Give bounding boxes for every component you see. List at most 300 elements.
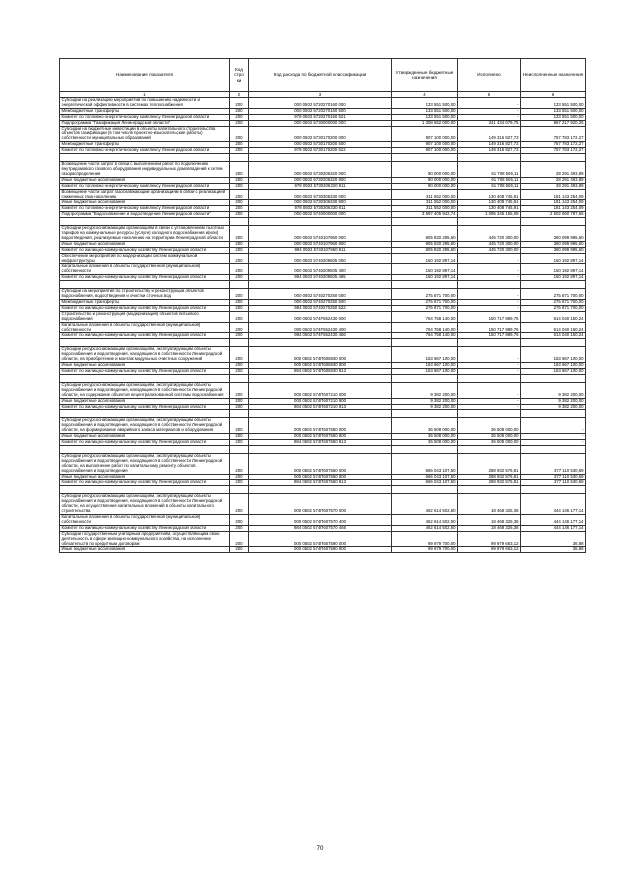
row-name: Субсидии ресурсоснабжающим организациям, эксплуатирующим объекты водоснабжения и водоотведения, находящиеся в собственности Ленинградской области, на приобретение и монтаж модульных очистных сооружений [60, 347, 230, 363]
spacer-cell [392, 218, 458, 226]
spacer-cell [230, 486, 249, 494]
row-executed: - [458, 363, 521, 369]
spacer-row [60, 154, 586, 162]
row-executed: - [458, 108, 521, 114]
row-approved: 163 667 100,00 [392, 368, 458, 374]
row-approved: 9 382 200,00 [392, 404, 458, 410]
row-approved: 275 871 700,00 [392, 289, 458, 300]
page-number: 70 [316, 845, 324, 852]
row-kbk: 000 0502 5740000000 000 [249, 212, 392, 218]
row-line-code: 200 [230, 440, 249, 446]
row-unexecuted: 28 291 493,89 [521, 162, 586, 178]
row-kbk: 984 0502 574П607550 813 [249, 440, 392, 446]
row-line-code: 200 [230, 148, 249, 154]
row-executed: 150 717 989,76 [458, 311, 521, 322]
row-executed: - [458, 253, 521, 264]
spacer-cell [392, 374, 458, 382]
row-name: Иные бюджетные ассигнования [60, 547, 230, 553]
row-approved: 150 192 897,14 [392, 253, 458, 264]
row-approved: 666 043 107,50 [392, 474, 458, 480]
row-unexecuted: 181 143 254,09 [521, 189, 586, 200]
row-executed: 150 717 989,76 [458, 322, 521, 333]
column-number: 2 [230, 92, 249, 98]
row-approved: 907 100 000,00 [392, 142, 458, 148]
row-unexecuted: 614 040 150,24 [521, 322, 586, 333]
row-approved: 275 871 700,00 [392, 300, 458, 306]
row-line-code: 200 [230, 398, 249, 404]
row-unexecuted: 181 143 254,09 [521, 200, 586, 206]
row-kbk: 000 0502 574П607210 000 [249, 382, 392, 398]
row-name: Субсидии ресурсоснабжающим организациям в связи с установлением льготных тарифов на коммунальные ресурсы (услуги) холодного водоснабжения и(или) водоотведения, реализуемые населению на территории Ленинградской области [60, 226, 230, 242]
spacer-cell [392, 410, 458, 418]
row-approved: 907 100 000,00 [392, 148, 458, 154]
row-executed: - [458, 398, 521, 404]
row-unexecuted: 614 040 150,24 [521, 311, 586, 322]
header-row [60, 59, 586, 92]
row-approved: 666 043 107,50 [392, 480, 458, 486]
spacer-cell [521, 154, 586, 162]
row-unexecuted: 163 667 100,00 [521, 368, 586, 374]
table-row [60, 418, 586, 434]
row-name: Иные бюджетные ассигнования [60, 398, 230, 404]
header-kbk: Код расхода по бюджетной классификации [249, 59, 392, 92]
row-approved: 150 192 897,14 [392, 264, 458, 275]
table-row [60, 322, 586, 333]
row-kbk: 000 0502 574П607560 000 [249, 453, 392, 474]
row-line-code: 200 [230, 382, 249, 398]
row-approved: 90 000 000,00 [392, 162, 458, 178]
row-unexecuted: 444 146 177,14 [521, 525, 586, 531]
row-executed: - [458, 347, 521, 363]
row-executed: - [458, 264, 521, 275]
header-line-code: Код стро ки [230, 59, 249, 92]
row-unexecuted: 163 667 100,00 [521, 347, 586, 363]
row-approved: 764 758 140,00 [392, 333, 458, 339]
row-kbk: 000 0502 574П606830 800 [249, 363, 392, 369]
row-approved: 9 382 200,00 [392, 382, 458, 398]
row-approved: 666 043 107,50 [392, 453, 458, 474]
table-row [60, 162, 586, 178]
row-approved: 764 758 140,00 [392, 311, 458, 322]
row-executed: 36 508 000,00 [458, 440, 521, 446]
row-line-code: 200 [230, 525, 249, 531]
spacer-cell [392, 486, 458, 494]
row-approved: 163 667 100,00 [392, 363, 458, 369]
row-kbk: 000 0502 5730306330 800 [249, 200, 392, 206]
spacer-cell [249, 486, 392, 494]
row-line-code: 200 [230, 226, 249, 242]
row-executed: 36 508 000,00 [458, 418, 521, 434]
row-line-code: 200 [230, 322, 249, 333]
spacer-cell [60, 154, 230, 162]
spacer-cell [458, 218, 521, 226]
table-row [60, 289, 586, 300]
table-row [60, 333, 586, 339]
row-line-code: 200 [230, 114, 249, 120]
row-approved: 3 597 405 942,74 [392, 212, 458, 218]
spacer-row [60, 339, 586, 347]
row-line-code: 200 [230, 126, 249, 142]
row-approved: 133 551 500,00 [392, 114, 458, 120]
row-kbk: 000 0502 574F552430 000 [249, 311, 392, 322]
row-kbk: 000 0502 5740209505 400 [249, 264, 392, 275]
table-row [60, 440, 586, 446]
row-unexecuted: 757 783 172,27 [521, 126, 586, 142]
row-approved: 36 508 000,00 [392, 418, 458, 434]
row-executed: 150 717 989,76 [458, 333, 521, 339]
row-executed: 288 932 576,81 [458, 480, 521, 486]
row-name: Комитет по жилищно-коммунальному хозяйству Ленинградской области [60, 305, 230, 311]
row-unexecuted: 360 099 995,60 [521, 247, 586, 253]
row-approved: 1 308 652 000,00 [392, 120, 458, 126]
row-name: Комитет по жилищно-коммунальному хозяйству Ленинградской области [60, 440, 230, 446]
row-line-code: 200 [230, 434, 249, 440]
row-name: Субсидии ресурсоснабжающим организациям, эксплуатирующим объекты водоснабжения и водоотведения, находящиеся в собственности Ленинградской области, на осуществление капитальных вложений в объекты капитального строительства [60, 494, 230, 515]
row-executed: - [458, 300, 521, 306]
row-line-code: 200 [230, 183, 249, 189]
spacer-cell [392, 445, 458, 453]
row-kbk: 000 0502 5740270250 500 [249, 300, 392, 306]
spacer-cell [458, 339, 521, 347]
row-line-code: 200 [230, 300, 249, 306]
spacer-cell [249, 154, 392, 162]
row-approved: 99 979 700,00 [392, 547, 458, 553]
row-executed: 149 316 827,73 [458, 126, 521, 142]
row-name: Межбюджетные трансферты [60, 300, 230, 306]
row-name: Комитет по жилищно-коммунальному хозяйству Ленинградской области [60, 275, 230, 281]
table-row [60, 515, 586, 526]
row-line-code: 200 [230, 200, 249, 206]
row-name: Комитет по топливно-энергетическому комплексу Ленинградской области [60, 148, 230, 154]
spacer-cell [230, 445, 249, 453]
row-executed: 445 720 300,00 [458, 247, 521, 253]
row-line-code: 200 [230, 404, 249, 410]
row-name: Строительство и реконструкция (модернизация) объектов питьевого водоснабжения [60, 311, 230, 322]
row-kbk: 000 0502 5730170200 000 [249, 126, 392, 142]
table-row [60, 347, 586, 363]
table-row [60, 264, 586, 275]
spacer-cell [521, 218, 586, 226]
spacer-cell [249, 445, 392, 453]
row-unexecuted: 163 667 100,00 [521, 363, 586, 369]
spacer-row [60, 281, 586, 289]
row-kbk: 984 0502 5740270250 522 [249, 305, 392, 311]
row-kbk: 000 0502 5720270160 000 [249, 98, 392, 109]
table-row [60, 183, 586, 189]
row-kbk: 000 0502 5730206320 000 [249, 162, 392, 178]
row-kbk: 000 0502 574П606830 000 [249, 347, 392, 363]
row-executed: 149 316 827,73 [458, 142, 521, 148]
table-row [60, 480, 586, 486]
table-body [60, 98, 586, 553]
row-unexecuted: 967 217 920,25 [521, 120, 586, 126]
spacer-cell [60, 339, 230, 347]
row-approved: 462 614 502,50 [392, 494, 458, 515]
row-name: Комитет по жилищно-коммунальному хозяйству Ленинградской области [60, 247, 230, 253]
row-line-code: 200 [230, 418, 249, 434]
row-executed: 130 408 745,91 [458, 200, 521, 206]
table-row [60, 253, 586, 264]
row-line-code: 200 [230, 311, 249, 322]
row-name: Возмещение части затрат в связи с выполнением работ по подключению внутридомового газового оборудования индивидуальных домовладений к сетям газораспределения [60, 162, 230, 178]
spacer-cell [521, 445, 586, 453]
row-approved: 311 552 000,00 [392, 200, 458, 206]
table-row [60, 189, 586, 200]
row-kbk: 000 0502 5740209505 000 [249, 253, 392, 264]
row-approved: 9 382 200,00 [392, 398, 458, 404]
row-line-code: 200 [230, 189, 249, 200]
table-row [60, 247, 586, 253]
spacer-row [60, 374, 586, 382]
row-unexecuted: 133 551 500,00 [521, 108, 586, 114]
row-name: Субсидии государственным унитарным предприятиям, осуществляющим свою деятельность в сфере жилищно-коммунального хозяйства, на исполнение обязательств по кредитным договорам [60, 531, 230, 547]
row-executed: 99 979 663,12 [458, 531, 521, 547]
row-unexecuted: 9 382 200,00 [521, 398, 586, 404]
spacer-cell [249, 281, 392, 289]
row-line-code: 200 [230, 515, 249, 526]
row-kbk: 000 0502 574П607550 000 [249, 418, 392, 434]
spacer-cell [458, 154, 521, 162]
row-line-code: 200 [230, 474, 249, 480]
row-line-code: 200 [230, 480, 249, 486]
row-kbk: 978 0502 5730206320 811 [249, 183, 392, 189]
row-name: Комитет по жилищно-коммунальному хозяйству Ленинградской области [60, 525, 230, 531]
row-name: Иные бюджетные ассигнования [60, 474, 230, 480]
table-row [60, 212, 586, 218]
row-name: Иные бюджетные ассигнования [60, 200, 230, 206]
row-kbk: 000 0502 5730000000 000 [249, 120, 392, 126]
row-kbk: 978 0502 5720270160 521 [249, 114, 392, 120]
row-executed: - [458, 289, 521, 300]
row-unexecuted: 444 146 177,14 [521, 494, 586, 515]
spacer-cell [230, 281, 249, 289]
table-row [60, 120, 586, 126]
row-kbk: 984 0502 5740107960 811 [249, 247, 392, 253]
spacer-cell [392, 339, 458, 347]
row-approved: 150 192 897,14 [392, 275, 458, 281]
row-name: Иные бюджетные ассигнования [60, 177, 230, 183]
spacer-cell [458, 445, 521, 453]
row-name: Возмещение части затрат газоснабжающим организациям в связи с реализацией сниженных газа населению [60, 189, 230, 200]
row-line-code: 200 [230, 108, 249, 114]
row-name: Комитет по жилищно-коммунальному хозяйству Ленинградской области [60, 480, 230, 486]
row-name: Комитет по топливно-энергетическому комплексу Ленинградской области [60, 114, 230, 120]
spacer-cell [60, 374, 230, 382]
row-executed: 99 979 663,12 [458, 547, 521, 553]
row-approved: 36 508 000,00 [392, 440, 458, 446]
row-executed: 445 720 300,00 [458, 226, 521, 242]
spacer-cell [60, 410, 230, 418]
spacer-cell [521, 374, 586, 382]
row-executed: 149 316 827,73 [458, 148, 521, 154]
header-name: Наименование показателя [60, 59, 230, 92]
row-executed: 36 508 000,00 [458, 434, 521, 440]
row-unexecuted: 377 110 530,69 [521, 453, 586, 474]
row-executed: 130 408 745,91 [458, 189, 521, 200]
spacer-cell [392, 281, 458, 289]
row-line-code: 200 [230, 264, 249, 275]
row-name: Подпрограмма "Водоснабжение и водоотведение Ленинградской области" [60, 212, 230, 218]
row-executed: - [458, 368, 521, 374]
row-line-code: 200 [230, 98, 249, 109]
table-row [60, 547, 586, 553]
row-unexecuted: 181 143 254,09 [521, 206, 586, 212]
row-unexecuted: 28 291 493,89 [521, 177, 586, 183]
row-unexecuted: 275 871 700,00 [521, 289, 586, 300]
row-kbk: 000 0502 5740107960 000 [249, 226, 392, 242]
row-name: Капитальные вложения в объекты государственной (муниципальной) собственности [60, 322, 230, 333]
spacer-cell [60, 445, 230, 453]
row-unexecuted: 36,88 [521, 547, 586, 553]
row-kbk: 000 0502 574П607570 400 [249, 515, 392, 526]
row-kbk: 000 0502 5730170200 500 [249, 142, 392, 148]
row-name: Субсидии на бюджетные инвестиции в объекты капитального строительства объектов газификации (в том числе проектно-изыскательские работы) собственности муниципальных образований [60, 126, 230, 142]
row-kbk: 984 0502 574П607210 813 [249, 404, 392, 410]
row-line-code: 200 [230, 363, 249, 369]
row-unexecuted: 360 099 995,60 [521, 226, 586, 242]
spacer-row [60, 486, 586, 494]
row-kbk: 000 0502 5730206320 800 [249, 177, 392, 183]
row-unexecuted: 614 040 150,24 [521, 333, 586, 339]
table-row [60, 226, 586, 242]
row-name: Субсидии ресурсоснабжающим организациям, эксплуатирующим объекты водоснабжения и водоотведения, находящиеся в собственности Ленинградской области, на формирование аварийного запаса материалов и оборудования [60, 418, 230, 434]
table-row [60, 148, 586, 154]
spacer-cell [230, 154, 249, 162]
row-executed: 61 708 506,11 [458, 183, 521, 189]
row-unexecuted: 36,88 [521, 531, 586, 547]
row-approved: 805 820 295,60 [392, 241, 458, 247]
row-approved: 311 552 000,00 [392, 206, 458, 212]
table-row [60, 382, 586, 398]
row-name: Комитет по жилищно-коммунальному хозяйству Ленинградской области [60, 404, 230, 410]
row-line-code: 200 [230, 162, 249, 178]
row-unexecuted: 757 783 172,27 [521, 142, 586, 148]
table-row [60, 531, 586, 547]
row-name: Субсидии на мероприятия по строительству и реконструкции объектов водоснабжения, водоотведения и очистки сточных вод [60, 289, 230, 300]
row-unexecuted: 360 099 995,60 [521, 241, 586, 247]
row-unexecuted: 275 871 700,00 [521, 300, 586, 306]
row-name: Обеспечение мероприятий по модернизации систем коммунальной инфраструктуры [60, 253, 230, 264]
row-unexecuted: 150 192 897,14 [521, 253, 586, 264]
row-kbk: 984 0502 574П607570 466 [249, 525, 392, 531]
row-approved: 133 551 500,00 [392, 98, 458, 109]
row-unexecuted: 377 110 530,69 [521, 480, 586, 486]
spacer-cell [521, 281, 586, 289]
row-name: Межбюджетные трансферты [60, 108, 230, 114]
header-executed: Исполнено [458, 59, 521, 92]
row-unexecuted: 275 871 700,00 [521, 305, 586, 311]
spacer-cell [249, 218, 392, 226]
spacer-cell [521, 410, 586, 418]
row-kbk: 984 0502 574П607560 813 [249, 480, 392, 486]
spacer-cell [249, 339, 392, 347]
row-approved: 805 820 295,60 [392, 226, 458, 242]
row-unexecuted: 28 291 493,89 [521, 183, 586, 189]
spacer-cell [458, 374, 521, 382]
column-number: 4 [392, 92, 458, 98]
row-kbk: 984 0502 574F552430 466 [249, 333, 392, 339]
header-unexecuted: Неисполненные назначения [521, 59, 586, 92]
table-row [60, 494, 586, 515]
row-unexecuted: 9 382 200,00 [521, 382, 586, 398]
row-approved: 133 551 500,00 [392, 108, 458, 114]
row-kbk: 000 0502 5730306330 000 [249, 189, 392, 200]
row-approved: 907 100 000,00 [392, 126, 458, 142]
row-line-code: 200 [230, 547, 249, 553]
row-name: Иные бюджетные ассигнования [60, 241, 230, 247]
row-kbk: 984 0502 5740209505 465 [249, 275, 392, 281]
row-executed: 341 434 079,75 [458, 120, 521, 126]
row-line-code: 200 [230, 253, 249, 264]
header-approved: Утвержденные бюджетные назначения [392, 59, 458, 92]
row-unexecuted: - [521, 440, 586, 446]
row-unexecuted: - [521, 418, 586, 434]
row-kbk: 000 0502 574П607560 800 [249, 474, 392, 480]
row-executed: - [458, 382, 521, 398]
row-kbk: 978 0502 5730170200 522 [249, 148, 392, 154]
row-approved: 90 000 000,00 [392, 177, 458, 183]
row-line-code: 200 [230, 247, 249, 253]
row-unexecuted: - [521, 434, 586, 440]
row-name: Подпрограмма "Газификация Ленинградской области" [60, 120, 230, 126]
budget-execution-table [59, 58, 586, 553]
row-unexecuted: 757 783 172,27 [521, 148, 586, 154]
row-approved: 163 667 100,00 [392, 347, 458, 363]
row-executed: - [458, 98, 521, 109]
row-kbk: 000 0502 574П607590 800 [249, 547, 392, 553]
row-unexecuted: 133 551 500,00 [521, 98, 586, 109]
table-row [60, 525, 586, 531]
row-name: Комитет по топливно-энергетическому комплексу Ленинградской области [60, 183, 230, 189]
spacer-cell [60, 281, 230, 289]
table-row [60, 98, 586, 109]
row-unexecuted: 133 551 500,00 [521, 114, 586, 120]
row-line-code: 200 [230, 177, 249, 183]
spacer-cell [458, 281, 521, 289]
row-line-code: 200 [230, 347, 249, 363]
row-kbk: 978 0502 5730306330 811 [249, 206, 392, 212]
row-executed: - [458, 305, 521, 311]
row-approved: 764 758 140,00 [392, 322, 458, 333]
spacer-cell [458, 486, 521, 494]
row-executed: 18 468 325,36 [458, 515, 521, 526]
spacer-cell [392, 154, 458, 162]
row-approved: 99 979 700,00 [392, 531, 458, 547]
row-line-code: 200 [230, 289, 249, 300]
row-executed: 61 708 506,11 [458, 162, 521, 178]
spacer-cell [230, 218, 249, 226]
table-row [60, 126, 586, 142]
column-number: 6 [521, 92, 586, 98]
spacer-cell [249, 410, 392, 418]
row-unexecuted: 377 110 530,69 [521, 474, 586, 480]
row-name: Комитет по жилищно-коммунальному хозяйству Ленинградской области [60, 333, 230, 339]
row-executed: 288 932 576,81 [458, 474, 521, 480]
row-name: Комитет по топливно-энергетическому комплексу Ленинградской области [60, 206, 230, 212]
spacer-cell [230, 374, 249, 382]
table-row [60, 311, 586, 322]
row-name: Субсидии на реализацию мероприятий по повышению надежности и энергетической эффективности в системах теплоснабжения [60, 98, 230, 109]
row-kbk: 000 0502 574П607590 000 [249, 531, 392, 547]
row-unexecuted: 2 502 060 787,66 [521, 212, 586, 218]
row-executed: - [458, 114, 521, 120]
row-line-code: 200 [230, 206, 249, 212]
column-number: 3 [249, 92, 392, 98]
spacer-cell [230, 410, 249, 418]
row-kbk: 000 0502 5740270250 000 [249, 289, 392, 300]
row-kbk: 000 0502 5740107960 800 [249, 241, 392, 247]
row-line-code: 200 [230, 275, 249, 281]
